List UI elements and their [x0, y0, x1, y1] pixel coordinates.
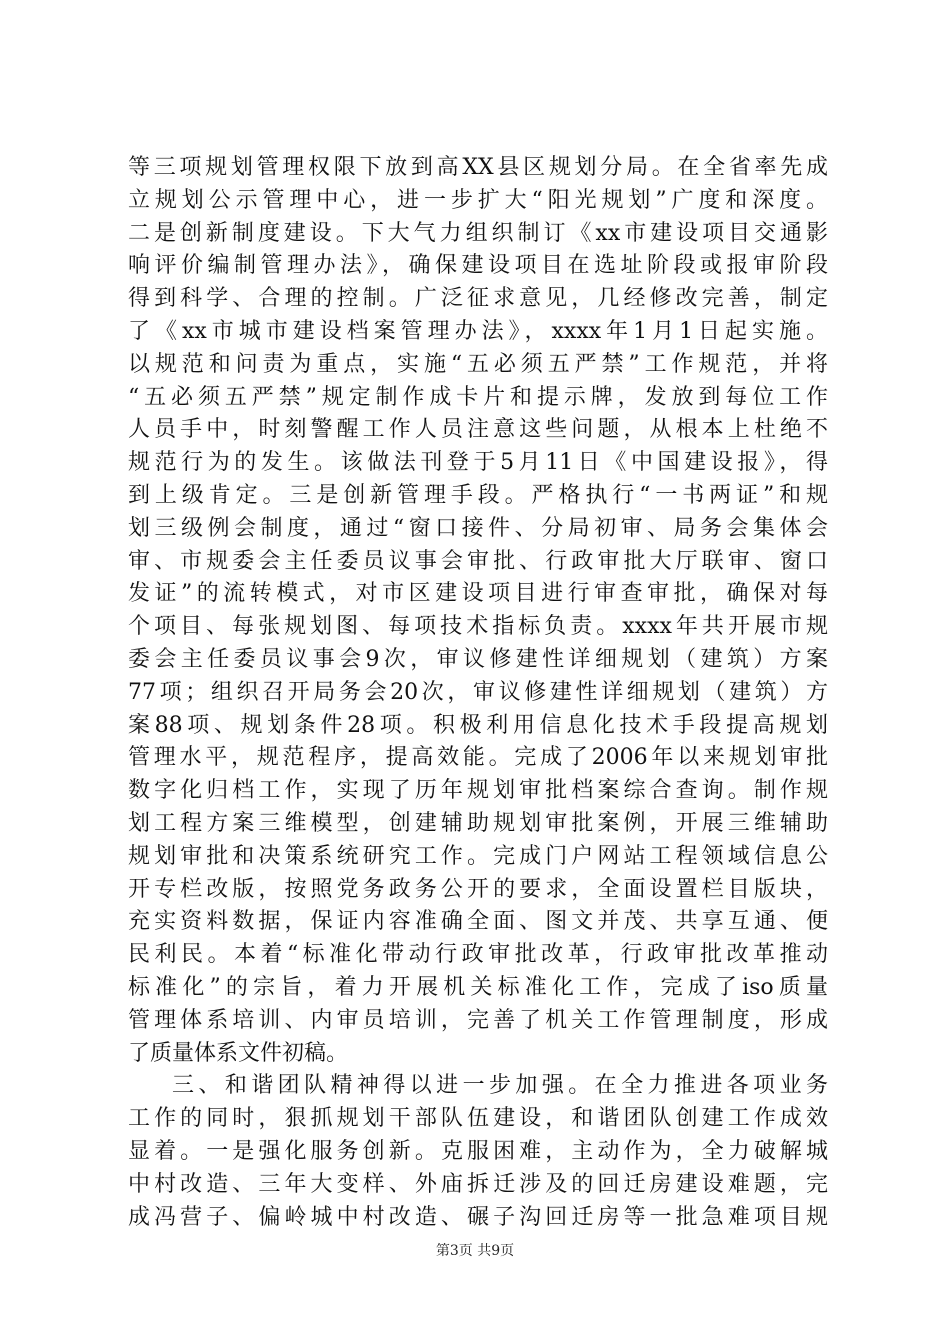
text-line: 成冯营子、偏岭城中村改造、碾子沟回迁房等一批急难项目规 [128, 1204, 828, 1230]
text-line: 规范行为的发生。该做法刊登于5月11日《中国建设报》，得 [128, 450, 828, 476]
text-line: 充实资料数据，保证内容准确全面、图文并茂、共享互通、便 [128, 909, 828, 935]
text-line: 工作的同时，狠抓规划干部队伍建设，和谐团队创建工作成效 [128, 1106, 828, 1132]
text-line: 管理体系培训、内审员培训，完善了机关工作管理制度，形成 [128, 1007, 828, 1033]
text-line: 到上级肯定。三是创新管理手段。严格执行“一书两证”和规 [128, 482, 828, 508]
paragraph [128, 1070, 828, 1234]
text-line: 开专栏改版，按照党务政务公开的要求，全面设置栏目版块， [128, 876, 828, 902]
text-line: “五必须五严禁”规定制作成卡片和提示牌，发放到每位工作 [128, 384, 828, 410]
text-line: 人员手中，时刻警醒工作人员注意这些问题，从根本上杜绝不 [128, 417, 828, 443]
document-body [128, 152, 828, 1234]
page-footer: 第3页 共9页 [435, 1243, 515, 1259]
text-line: 划工程方案三维模型，创建辅助规划审批案例，开展三维辅助 [128, 810, 828, 836]
text-line: 二是创新制度建设。下大气力组织制订《xx市建设项目交通影 [128, 220, 828, 246]
text-line: 显着。一是强化服务创新。克服困难，主动作为，全力破解城 [128, 1138, 828, 1164]
text-line: 得到科学、合理的控制。广泛征求意见，几经修改完善，制定 [128, 286, 828, 312]
text-line: 中村改造、三年大变样、外庙拆迁涉及的回迁房建设难题，完 [128, 1171, 828, 1197]
text-line: 划三级例会制度，通过“窗口接件、分局初审、局务会集体会 [128, 515, 828, 541]
text-line: 响评价编制管理办法》，确保建设项目在选址阶段或报审阶段 [128, 253, 828, 279]
text-line: 等三项规划管理权限下放到高XX县区规划分局。在全省率先成 [128, 155, 828, 180]
text-line: 数字化归档工作，实现了历年规划审批档案综合查询。制作规 [128, 778, 828, 804]
text-line: 标准化”的宗旨，着力开展机关标准化工作，完成了iso质量 [128, 974, 828, 1000]
text-line: 规划审批和决策系统研究工作。完成门户网站工程领域信息公 [128, 843, 828, 869]
text-line: 了《xx市城市建设档案管理办法》，xxxx年1月1日起实施。 [128, 318, 828, 344]
text-line: 案88项、规划条件28项。积极利用信息化技术手段提高规划 [128, 712, 828, 738]
text-line: 立规划公示管理中心，进一步扩大“阳光规划”广度和深度。 [128, 187, 828, 213]
text-line: 77项；组织召开局务会20次，审议修建性详细规划（建筑）方 [128, 679, 828, 705]
text-line: 发证”的流转模式，对市区建设项目进行审查审批，确保对每 [128, 581, 828, 607]
paragraph [128, 152, 828, 1070]
text-line: 民利民。本着“标准化带动行政审批改革，行政审批改革推动 [128, 942, 828, 968]
text-line: 三、和谐团队精神得以进一步加强。在全力推进各项业务 [172, 1073, 828, 1099]
text-line: 了质量体系文件初稿。 [128, 1040, 349, 1066]
text-line: 审、市规委会主任委员议事会审批、行政审批大厅联审、窗口 [128, 548, 828, 574]
text-line: 以规范和问责为重点，实施“五必须五严禁”工作规范，并将 [128, 351, 828, 377]
text-line: 个项目、每张规划图、每项技术指标负责。xxxx年共开展市规 [128, 614, 828, 640]
text-line: 委会主任委员议事会9次，审议修建性详细规划（建筑）方案 [128, 646, 828, 672]
text-line: 管理水平，规范程序，提高效能。完成了2006年以来规划审批 [128, 745, 828, 771]
